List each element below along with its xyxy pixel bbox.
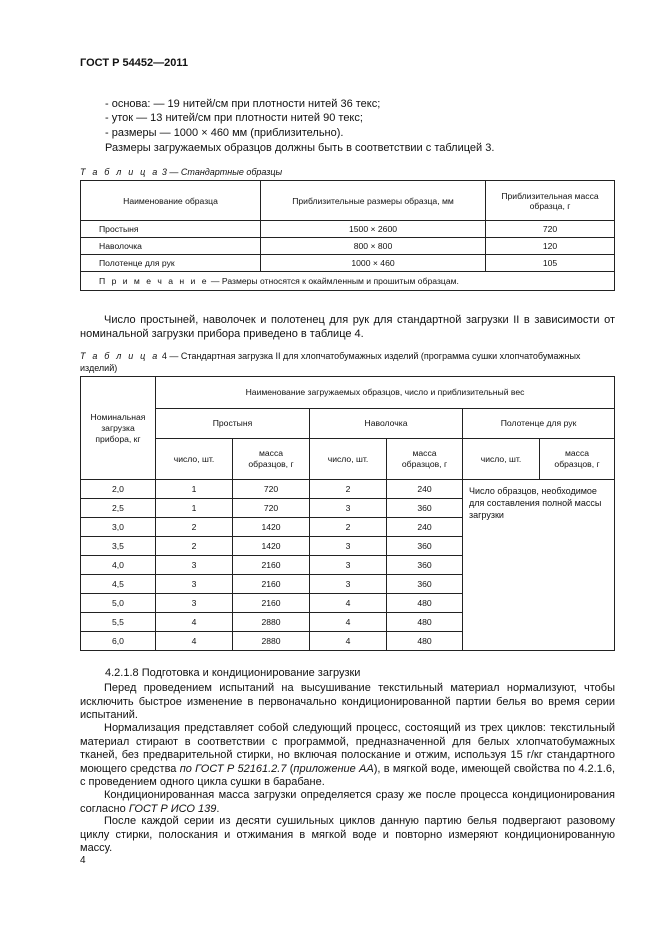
- document-header: ГОСТ Р 54452—2011: [80, 57, 188, 69]
- table4-row-2-pillow-count: 3: [310, 499, 387, 518]
- table4: [80, 376, 615, 651]
- table4-row-8-sheet-mass: 2880: [233, 613, 310, 632]
- table4-row-2-pillow-mass: 360: [387, 499, 463, 518]
- intro-line-1: - основа: — 19 нитей/см при плотности нитей 36 текс;: [105, 98, 381, 110]
- table4-row-9-pillow-count: 4: [310, 632, 387, 651]
- table4-row-8-load: 5,5: [81, 613, 156, 632]
- table3-caption-prefix: Т а б л и ц а: [80, 167, 160, 177]
- table4-row-9-load: 6,0: [81, 632, 156, 651]
- section-paragraph-4: После каждой серии из десяти сушильных циклов данную партию белья подвергают разовому циклу стирки, полоскания и отжимания в мягкой воде и повторно измеряют кондиционированную массу.: [80, 815, 615, 855]
- table4-row-6-sheet-count: 3: [156, 575, 233, 594]
- p2-text-b: (: [289, 762, 294, 775]
- section-heading: 4.2.1.8 Подготовка и кондиционирование загрузки: [105, 667, 361, 679]
- table3-row-1-mass: 720: [486, 221, 615, 238]
- table3-header-size: Приблизительные размеры образца, мм: [261, 181, 486, 221]
- table4-row-3-sheet-count: 2: [156, 518, 233, 537]
- table3-row-3-size: 1000 × 460: [261, 255, 486, 272]
- table3-row-2-name: Наволочка: [81, 238, 261, 255]
- table4-row-9-sheet-count: 4: [156, 632, 233, 651]
- table4-row-6-pillow-mass: 360: [387, 575, 463, 594]
- table3-row-3-mass: 105: [486, 255, 615, 272]
- p2-reference-annex: приложение АА: [293, 762, 374, 775]
- p2-text-c: ), в мягкой воде, имеющей свойства по 4.2.1.6, с проведением одного цикла сушки в барабане.: [80, 762, 616, 789]
- table4-row-5-sheet-mass: 2160: [233, 556, 310, 575]
- table4-sub-pillow-count: число, шт.: [310, 439, 387, 480]
- table4-row-5-pillow-count: 3: [310, 556, 387, 575]
- table3: [80, 180, 615, 291]
- table4-row-4-pillow-mass: 360: [387, 537, 463, 556]
- table3-row-3-name: Полотенце для рук: [81, 255, 261, 272]
- table4-row-6-pillow-count: 3: [310, 575, 387, 594]
- table4-header-sheet: Простыня: [156, 409, 310, 439]
- table4-row-8-pillow-mass: 480: [387, 613, 463, 632]
- section-paragraph-2: [80, 722, 615, 790]
- table4-row-1-sheet-mass: 720: [233, 480, 310, 499]
- table4-row-4-load: 3,5: [81, 537, 156, 556]
- table4-row-6-load: 4,5: [81, 575, 156, 594]
- table4-row-1-pillow-count: 2: [310, 480, 387, 499]
- table3-row-2-mass: 120: [486, 238, 615, 255]
- intro-line-4: Размеры загружаемых образцов должны быть в соответствии с таблицей 3.: [105, 142, 495, 154]
- paragraph-table4-intro: Число простыней, наволочек и полотенец для рук для стандартной загрузки II в зависимости от номинальной загрузки прибора приведено в таблице 4.: [80, 314, 615, 340]
- table3-caption: [80, 167, 282, 177]
- p2-reference-gost: по ГОСТ Р 52161.2.7: [179, 762, 287, 775]
- table4-row-2-sheet-count: 1: [156, 499, 233, 518]
- table3-caption-text: 3 — Стандартные образцы: [161, 167, 283, 177]
- table4-sub-towel-mass: масса образцов, г: [540, 439, 615, 480]
- table4-towel-merged-note: Число образцов, необходимое для составления полной массы загрузки: [463, 480, 615, 651]
- table4-row-8-pillow-count: 4: [310, 613, 387, 632]
- table4-row-5-sheet-count: 3: [156, 556, 233, 575]
- table4-row-8-sheet-count: 4: [156, 613, 233, 632]
- table4-row-6-sheet-mass: 2160: [233, 575, 310, 594]
- table3-header-mass: Приблизительная масса образца, г: [486, 181, 615, 221]
- table4-row-4-sheet-mass: 1420: [233, 537, 310, 556]
- table4-row-9-pillow-mass: 480: [387, 632, 463, 651]
- table4-row-3-load: 3,0: [81, 518, 156, 537]
- table3-row-1-size: 1500 × 2600: [261, 221, 486, 238]
- intro-line-3: - размеры — 1000 × 460 мм (приблизительно).: [105, 127, 344, 139]
- table4-row-1-load: 2,0: [81, 480, 156, 499]
- table4-sub-sheet-mass: масса образцов, г: [233, 439, 310, 480]
- table4-header-pillowcase: Наволочка: [310, 409, 463, 439]
- table4-sub-towel-count: число, шт.: [463, 439, 540, 480]
- table4-header-group: Наименование загружаемых образцов, число и приблизительный вес: [156, 377, 615, 409]
- table4-row-9-sheet-mass: 2880: [233, 632, 310, 651]
- table4-row-3-pillow-count: 2: [310, 518, 387, 537]
- table4-row-5-pillow-mass: 360: [387, 556, 463, 575]
- p3-text-a: Кондиционированная масса загрузки определяется сразу же после процесса кондиционирования согласно: [80, 789, 615, 815]
- table4-row-7-sheet-count: 3: [156, 594, 233, 613]
- table3-note-prefix: П р и м е ч а н и е: [99, 276, 209, 286]
- table4-row-2-load: 2,5: [81, 499, 156, 518]
- table4-header-load: Номинальная загрузка прибора, кг: [81, 377, 156, 480]
- intro-line-2: - уток — 13 нитей/см при плотности нитей 90 текс;: [105, 112, 363, 124]
- table4-sub-sheet-count: число, шт.: [156, 439, 233, 480]
- table4-row-7-sheet-mass: 2160: [233, 594, 310, 613]
- section-paragraph-1: Перед проведением испытаний на высушивание текстильный материал нормализуют, чтобы исключить быстрое изменение в первоначально кондиционированной партии белья во время серии испытаний.: [80, 682, 615, 722]
- table4-row-1-sheet-count: 1: [156, 480, 233, 499]
- table4-sub-pillow-mass: масса образцов, г: [387, 439, 463, 480]
- table3-row-2-size: 800 × 800: [261, 238, 486, 255]
- table4-header-towel: Полотенце для рук: [463, 409, 615, 439]
- table4-caption-text: 4 — Стандартная загрузка II для хлопчатобумажных изделий (программа сушки хлопчатобумажных изделий): [80, 351, 581, 373]
- table4-row-1-pillow-mass: 240: [387, 480, 463, 499]
- table4-row-4-pillow-count: 3: [310, 537, 387, 556]
- table4-row-5-load: 4,0: [81, 556, 156, 575]
- table4-row-7-load: 5,0: [81, 594, 156, 613]
- p2-text-a: Нормализация представляет собой следующий процесс, состоящий из трех циклов: текстильный материал стирают в соответствии с программой, предназначенной для белых хлопчатобумажных тканей, без предварительной стирки, но включая полоскание и отжим, используя 15 г/кг стандартного моющего средства: [80, 722, 615, 775]
- table4-row-4-sheet-count: 2: [156, 537, 233, 556]
- table4-caption: [80, 350, 615, 374]
- table3-row-1-name: Простыня: [81, 221, 261, 238]
- table4-row-7-pillow-mass: 480: [387, 594, 463, 613]
- table3-note: [81, 272, 615, 291]
- table4-row-7-pillow-count: 4: [310, 594, 387, 613]
- table3-header-name: Наименование образца: [81, 181, 261, 221]
- p3-text-b: .: [216, 802, 220, 815]
- table4-row-3-pillow-mass: 240: [387, 518, 463, 537]
- table4-caption-prefix: Т а б л и ц а: [80, 351, 160, 361]
- section-paragraph-3: [80, 789, 615, 816]
- table4-row-3-sheet-mass: 1420: [233, 518, 310, 537]
- table3-note-text: — Размеры относятся к окаймленным и прошитым образцам.: [210, 276, 459, 286]
- table4-row-2-sheet-mass: 720: [233, 499, 310, 518]
- page-number: 4: [80, 855, 86, 866]
- p3-reference-iso: ГОСТ Р ИСО 139: [128, 802, 217, 815]
